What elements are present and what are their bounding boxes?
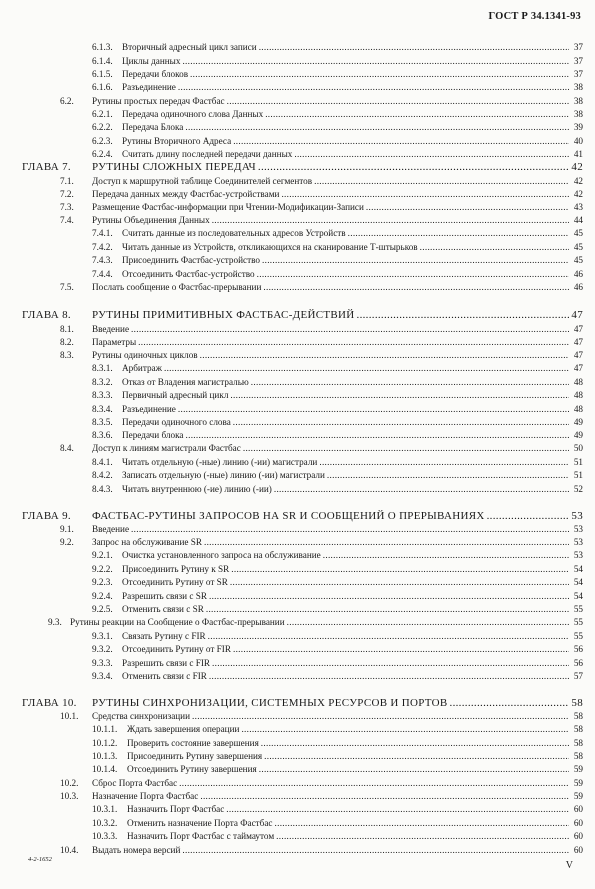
toc-entry-row (0, 416, 595, 429)
dot-leader (178, 403, 569, 416)
toc-entry-row (0, 737, 595, 750)
dot-leader (265, 108, 569, 121)
toc-entry-title: Отменить связи с SR (122, 604, 204, 614)
toc-entry-row (0, 456, 595, 469)
dot-leader (366, 201, 569, 214)
toc-entry-number: 8.4.1. (92, 457, 113, 467)
toc-page-number: 51 (573, 457, 583, 467)
toc-page-number: 59 (573, 791, 583, 801)
toc-page-number: 51 (573, 470, 583, 480)
toc-page-number: 43 (573, 202, 583, 212)
toc-entry-title: РУТИНЫ СИНХРОНИЗАЦИИ, СИСТЕМНЫХ РЕСУРСОВ И ПОРТОВ (92, 697, 448, 709)
toc-entry-title: Присоединить Фастбас-устройство (122, 255, 260, 265)
toc-entry-number: 9.3.3. (92, 658, 113, 668)
toc-entry-row (0, 536, 595, 549)
toc-entry-number: 10.1. (60, 711, 79, 721)
toc-entry-title: Отсоединить Рутину от FIR (122, 644, 231, 654)
toc-entry-title: Назначение Порта Фастбас (92, 791, 199, 801)
dot-leader (294, 148, 569, 161)
toc-entry-title: Циклы данных (122, 56, 181, 66)
toc-page-number: 58 (571, 697, 583, 709)
toc-entry-title: Разъединение (122, 404, 176, 414)
dot-leader (185, 121, 569, 134)
toc-page-number: 37 (573, 56, 583, 66)
toc-page-number: 50 (573, 443, 583, 453)
toc-page-number: 59 (573, 764, 583, 774)
dot-leader (200, 349, 569, 362)
toc-entry-title: Средства синхронизации (92, 711, 191, 721)
toc-page-number: 54 (573, 591, 583, 601)
toc-page-number: 45 (573, 255, 583, 265)
dot-leader (178, 81, 569, 94)
toc-page-number: 57 (573, 671, 583, 681)
toc-page-number: 42 (571, 161, 583, 173)
toc-entry-title: Размещение Фастбас-информации при Чтении-Модификации-Записи (92, 202, 364, 212)
toc-entry-row (0, 362, 595, 375)
toc-entry-row (0, 95, 595, 108)
toc-page-number: 53 (573, 550, 583, 560)
toc-entry-number: 6.2.4. (92, 149, 113, 159)
toc-page-number: 47 (573, 324, 583, 334)
toc-entry-number: 7.4.4. (92, 269, 113, 279)
toc-entry-title: Рутины Объединения Данных (92, 215, 210, 225)
dot-leader (259, 41, 569, 54)
toc-entry-number: 10.3.3. (92, 831, 118, 841)
toc-page-number: 45 (573, 242, 583, 252)
toc-page-number: 37 (573, 69, 583, 79)
toc-entry-title: Присоединить Рутину завершения (127, 751, 263, 761)
toc-entry-number: 8.1. (60, 324, 74, 334)
toc-page-number: 45 (573, 228, 583, 238)
toc-entry-row (0, 844, 595, 857)
dot-leader (131, 523, 569, 536)
toc-entry-row (0, 630, 595, 643)
toc-page-number: 39 (573, 122, 583, 132)
toc-entry-number: 7.2. (60, 189, 74, 199)
toc-entry-number: 7.1. (60, 176, 74, 186)
toc-entry-row (0, 201, 595, 214)
toc-entry-number: 10.3.1. (92, 804, 118, 814)
dot-leader (209, 670, 569, 683)
toc-chapter-row (0, 161, 595, 174)
toc-entry-title: Передачи одиночного слова (122, 417, 231, 427)
dot-leader (212, 214, 569, 227)
dot-leader (138, 336, 569, 349)
toc-page-number: 53 (573, 524, 583, 534)
toc-entry-number: 7.4. (60, 215, 74, 225)
toc-entry-number: 7.4.2. (92, 242, 113, 252)
toc-entry-title: Рутины простых передач Фастбас (92, 96, 225, 106)
toc-entry-number: 8.4. (60, 443, 74, 453)
toc-page-number: 60 (573, 804, 583, 814)
toc-entry-title: Читать внутреннюю (-ие) линию (-ии) (122, 484, 272, 494)
toc-page-number: 58 (573, 711, 583, 721)
dot-leader (233, 416, 569, 429)
toc-entry-title: Запрос на обслуживание SR (92, 537, 202, 547)
toc-entry-number: 6.1.6. (92, 82, 113, 92)
toc-entry-title: Доступ к маршрутной таблице Соединителей сегментов (92, 176, 313, 186)
toc-page-number: 56 (573, 644, 583, 654)
toc-entry-title: Читать отдельную (-ные) линию (-ии) магистрали (122, 457, 318, 467)
toc-page-number: 47 (571, 309, 583, 321)
dot-leader (276, 830, 569, 843)
toc-entry-number: 9.3.1. (92, 631, 113, 641)
page-header: ГОСТ Р 34.1341-93 (488, 11, 581, 22)
toc-entry-row (0, 803, 595, 816)
dot-leader (487, 510, 569, 523)
toc-entry-row (0, 241, 595, 254)
toc-page-number: 49 (573, 417, 583, 427)
toc-entry-row (0, 429, 595, 442)
toc-entry-number: 8.3.6. (92, 430, 113, 440)
dot-leader (192, 710, 569, 723)
toc-entry-number: 10.3.2. (92, 818, 118, 828)
toc-entry-row (0, 121, 595, 134)
toc-entry-number: 9.2.1. (92, 550, 113, 560)
toc-entry-row (0, 349, 595, 362)
toc-entry-row (0, 657, 595, 670)
toc-entry-number: 6.2. (60, 96, 74, 106)
toc-entry-row (0, 323, 595, 336)
toc-entry-number: 6.2.3. (92, 136, 113, 146)
toc-page-number: 55 (573, 617, 583, 627)
toc-entry-row (0, 135, 595, 148)
toc-page-number: 58 (573, 738, 583, 748)
toc-entry-row (0, 483, 595, 496)
toc-entry-number: 9.2. (60, 537, 74, 547)
dot-leader (131, 323, 569, 336)
dot-leader (200, 790, 569, 803)
toc-entry-title: Ждать завершения операции (127, 724, 240, 734)
toc-page-number: 58 (573, 724, 583, 734)
dot-leader (209, 590, 569, 603)
dot-leader (420, 241, 569, 254)
dot-leader (348, 227, 569, 240)
toc-entry-title: Разрешить связи с FIR (122, 658, 211, 668)
toc-page-number: 38 (573, 82, 583, 92)
dot-leader (262, 254, 569, 267)
toc-page-number: 60 (573, 831, 583, 841)
toc-entry-title: Разъединение (122, 82, 176, 92)
dot-leader (179, 777, 569, 790)
toc-entry-row (0, 55, 595, 68)
toc-entry-row (0, 790, 595, 803)
toc-entry-number: ГЛАВА 9. (22, 510, 71, 522)
toc-entry-title: Послать сообщение о Фастбас-прерывании (92, 282, 262, 292)
toc-page-number: 52 (573, 484, 583, 494)
dot-leader (204, 536, 569, 549)
toc-page-number: 59 (573, 778, 583, 788)
toc-page-number: 49 (573, 430, 583, 440)
toc-entry-row (0, 817, 595, 830)
toc-entry-number: ГЛАВА 10. (22, 697, 77, 709)
toc-page-number: 48 (573, 404, 583, 414)
toc-entry-row (0, 643, 595, 656)
dot-leader (206, 603, 569, 616)
toc-page-number: 41 (573, 149, 583, 159)
toc-entry-number: 10.3. (60, 791, 79, 801)
toc-page-number: 42 (573, 189, 583, 199)
toc-entry-row (0, 763, 595, 776)
toc-entry-title: Связать Рутину с FIR (122, 631, 206, 641)
toc-entry-number: 6.2.2. (92, 122, 113, 132)
toc-chapter-row (0, 309, 595, 322)
dot-leader (243, 442, 569, 455)
toc-entry-row (0, 549, 595, 562)
toc-entry-title: Первичный адресный цикл (122, 390, 229, 400)
toc-entry-number: 10.1.2. (92, 738, 118, 748)
toc-entry-title: РУТИНЫ ПРИМИТИВНЫХ ФАСТБАС-ДЕЙСТВИЙ (92, 309, 355, 321)
toc-entry-title: Передача данных между Фастбас-устройствами (92, 189, 280, 199)
toc-entry-title: Передачи блоков (122, 69, 189, 79)
toc-entry-number: 9.2.3. (92, 577, 113, 587)
toc-entry-title: Передача Блока (122, 122, 184, 132)
dot-leader (251, 376, 569, 389)
dot-leader (241, 723, 569, 736)
dot-leader (182, 844, 569, 857)
toc-entry-number: 6.1.5. (92, 69, 113, 79)
toc-entry-title: РУТИНЫ СЛОЖНЫХ ПЕРЕДАЧ (92, 161, 256, 173)
toc-page-number: 56 (573, 658, 583, 668)
dot-leader (281, 188, 569, 201)
dot-leader (314, 175, 569, 188)
toc-entry-title: Сброс Порта Фастбас (92, 778, 178, 788)
toc-entry-number: 8.3.5. (92, 417, 113, 427)
toc-entry-title: Введение (92, 324, 130, 334)
toc-entry-title: ФАСТБАС-РУТИНЫ ЗАПРОСОВ НА SR И СООБЩЕНИЙ О ПРЕРЫВАНИЯХ (92, 510, 485, 522)
toc-page-number: 46 (573, 269, 583, 279)
dot-leader (257, 268, 569, 281)
toc-entry-title: Проверить состояние завершения (127, 738, 259, 748)
toc-entry-row (0, 175, 595, 188)
toc-entry-number: 6.1.4. (92, 56, 113, 66)
dot-leader (231, 563, 569, 576)
toc-entry-row (0, 777, 595, 790)
dot-leader (319, 456, 569, 469)
toc-entry-row (0, 81, 595, 94)
toc-page-number: 47 (573, 363, 583, 373)
toc-entry-row (0, 670, 595, 683)
toc-page-number: 42 (573, 176, 583, 186)
dot-leader (327, 469, 569, 482)
dot-leader (259, 763, 569, 776)
toc-entry-row (0, 563, 595, 576)
toc-entry-number: 8.3.1. (92, 363, 113, 373)
toc-entry-number: 6.2.1. (92, 109, 113, 119)
dot-leader (264, 750, 569, 763)
toc-entry-row (0, 254, 595, 267)
dot-leader (357, 309, 569, 322)
print-code: 4-2-1652 (28, 856, 52, 863)
toc-entry-number: 7.3. (60, 202, 74, 212)
toc-entry-number: 10.4. (60, 845, 79, 855)
toc-entry-row (0, 336, 595, 349)
toc-entry-title: Вторичный адресный цикл записи (122, 42, 257, 52)
toc-entry-row (0, 281, 595, 294)
toc-entry-row (0, 576, 595, 589)
toc-entry-row (0, 41, 595, 54)
dot-leader (450, 697, 569, 710)
dot-leader (233, 643, 569, 656)
toc-entry-row (0, 603, 595, 616)
toc-entry-title: Записать отдельную (-ные) линию (-ии) магистрали (122, 470, 325, 480)
toc-chapter-row (0, 510, 595, 523)
toc-page-number: 40 (573, 136, 583, 146)
toc-entry-row (0, 710, 595, 723)
toc-page-number: 37 (573, 42, 583, 52)
toc-entry-row (0, 227, 595, 240)
toc-page-number: 60 (573, 818, 583, 828)
toc-entry-number: ГЛАВА 8. (22, 309, 71, 321)
dot-leader (258, 161, 569, 174)
toc-entry-number: 10.1.3. (92, 751, 118, 761)
dot-leader (164, 362, 569, 375)
toc-entry-row (0, 616, 595, 629)
toc-page-number: 55 (573, 631, 583, 641)
toc-page-number: 38 (573, 109, 583, 119)
toc-entry-number: 8.3.2. (92, 377, 113, 387)
toc-entry-row (0, 188, 595, 201)
toc-entry-number: 9.3.2. (92, 644, 113, 654)
toc-entry-number: 7.4.3. (92, 255, 113, 265)
toc-entry-title: Выдать номера версий (92, 845, 181, 855)
toc-page-number: 53 (573, 537, 583, 547)
toc-entry-number: 8.4.2. (92, 470, 113, 480)
toc-entry-number: 8.4.3. (92, 484, 113, 494)
toc-entry-number: 8.3.4. (92, 404, 113, 414)
dot-leader (261, 737, 569, 750)
dot-leader (274, 483, 569, 496)
dot-leader (287, 616, 569, 629)
toc-entry-number: 7.4.1. (92, 228, 113, 238)
toc-entry-row (0, 469, 595, 482)
toc-page-number: 54 (573, 577, 583, 587)
toc-entry-title: Присоединить Рутину к SR (122, 564, 230, 574)
toc-entry-number: 8.3. (60, 350, 74, 360)
toc-entry-number: 7.5. (60, 282, 74, 292)
toc-page-number: 48 (573, 377, 583, 387)
toc-entry-row (0, 214, 595, 227)
toc-page-number: 53 (571, 510, 583, 522)
toc-entry-number: 6.1.3. (92, 42, 113, 52)
dot-leader (230, 389, 569, 402)
toc-entry-title: Отменить связи с FIR (122, 671, 207, 681)
toc-entry-number: 9.2.4. (92, 591, 113, 601)
toc-entry-number: 10.2. (60, 778, 79, 788)
toc-entry-title: Разрешить связи с SR (122, 591, 207, 601)
toc-entry-number: 9.2.5. (92, 604, 113, 614)
toc-entry-title: Введение (92, 524, 130, 534)
toc-entry-title: Назначить Порт Фастбас (127, 804, 225, 814)
dot-leader (230, 576, 569, 589)
toc-entry-title: Отменить назначение Порта Фастбас (127, 818, 273, 828)
toc-entry-title: Отсоединить Рутину завершения (127, 764, 257, 774)
toc-page-number: 48 (573, 390, 583, 400)
toc-entry-number: 8.3.3. (92, 390, 113, 400)
toc-entry-title: Рутины Вторичного Адреса (122, 136, 232, 146)
toc-page-number: 46 (573, 282, 583, 292)
toc-entry-title: Отказ от Владения магистралью (122, 377, 249, 387)
dot-leader (323, 549, 569, 562)
toc-entry-title: Считать данные из последовательных адресов Устройств (122, 228, 346, 238)
toc-page-number: 44 (573, 215, 583, 225)
toc-page-number: 55 (573, 604, 583, 614)
dot-leader (227, 95, 569, 108)
toc-entry-title: Читать данные из Устройств, откликающихся на сканирование Т-штырьков (122, 242, 418, 252)
dot-leader (182, 55, 569, 68)
toc-entry-title: Рутины реакции на Сообщение о Фастбас-прерывании (70, 617, 285, 627)
toc-entry-title: Арбитраж (122, 363, 162, 373)
toc-entry-row (0, 523, 595, 536)
toc-page-number: 60 (573, 845, 583, 855)
toc-entry-number: 8.2. (60, 337, 74, 347)
toc-entry-number: 10.1.1. (92, 724, 118, 734)
toc-entry-title: Передачи блока (122, 430, 184, 440)
toc-page-number: 38 (573, 96, 583, 106)
toc-entry-number: 9.3. (48, 617, 62, 627)
toc-entry-row (0, 268, 595, 281)
toc-entry-row (0, 376, 595, 389)
dot-leader (186, 429, 569, 442)
toc-entry-row (0, 750, 595, 763)
dot-leader (263, 281, 569, 294)
toc-entry-row (0, 403, 595, 416)
toc-entry-row (0, 108, 595, 121)
toc-entry-number: ГЛАВА 7. (22, 161, 71, 173)
toc-entry-row (0, 442, 595, 455)
toc-chapter-row (0, 697, 595, 710)
toc-entry-row (0, 590, 595, 603)
toc-entry-title: Назначить Порт Фастбас с таймаутом (127, 831, 275, 841)
toc-entry-title: Отсоединить Рутину от SR (122, 577, 228, 587)
toc-entry-title: Доступ к линиям магистрали Фастбас (92, 443, 241, 453)
toc-entry-row (0, 68, 595, 81)
dot-leader (190, 68, 569, 81)
toc-page-number: 54 (573, 564, 583, 574)
toc-entry-title: Отсоединить Фастбас-устройство (122, 269, 255, 279)
toc-entry-row (0, 723, 595, 736)
toc-page-number: 47 (573, 337, 583, 347)
toc-page-number: 47 (573, 350, 583, 360)
toc-entry-title: Передача одиночного слова Данных (122, 109, 264, 119)
toc-entry-title: Рутины одиночных циклов (92, 350, 198, 360)
toc-entry-number: 9.2.2. (92, 564, 113, 574)
page-number: V (565, 860, 573, 871)
toc-entry-title: Параметры (92, 337, 137, 347)
dot-leader (275, 817, 570, 830)
toc-entry-number: 9.3.4. (92, 671, 113, 681)
dot-leader (226, 803, 569, 816)
toc-entry-title: Очистка установленного запроса на обслуживание (122, 550, 321, 560)
toc-page-number: 58 (573, 751, 583, 761)
dot-leader (208, 630, 569, 643)
toc-entry-row (0, 389, 595, 402)
toc-entry-title: Считать длину последней передачи данных (122, 149, 293, 159)
dot-leader (212, 657, 569, 670)
toc-entry-row (0, 148, 595, 161)
dot-leader (233, 135, 569, 148)
toc-entry-row (0, 830, 595, 843)
toc-entry-number: 9.1. (60, 524, 74, 534)
toc-entry-number: 10.1.4. (92, 764, 118, 774)
